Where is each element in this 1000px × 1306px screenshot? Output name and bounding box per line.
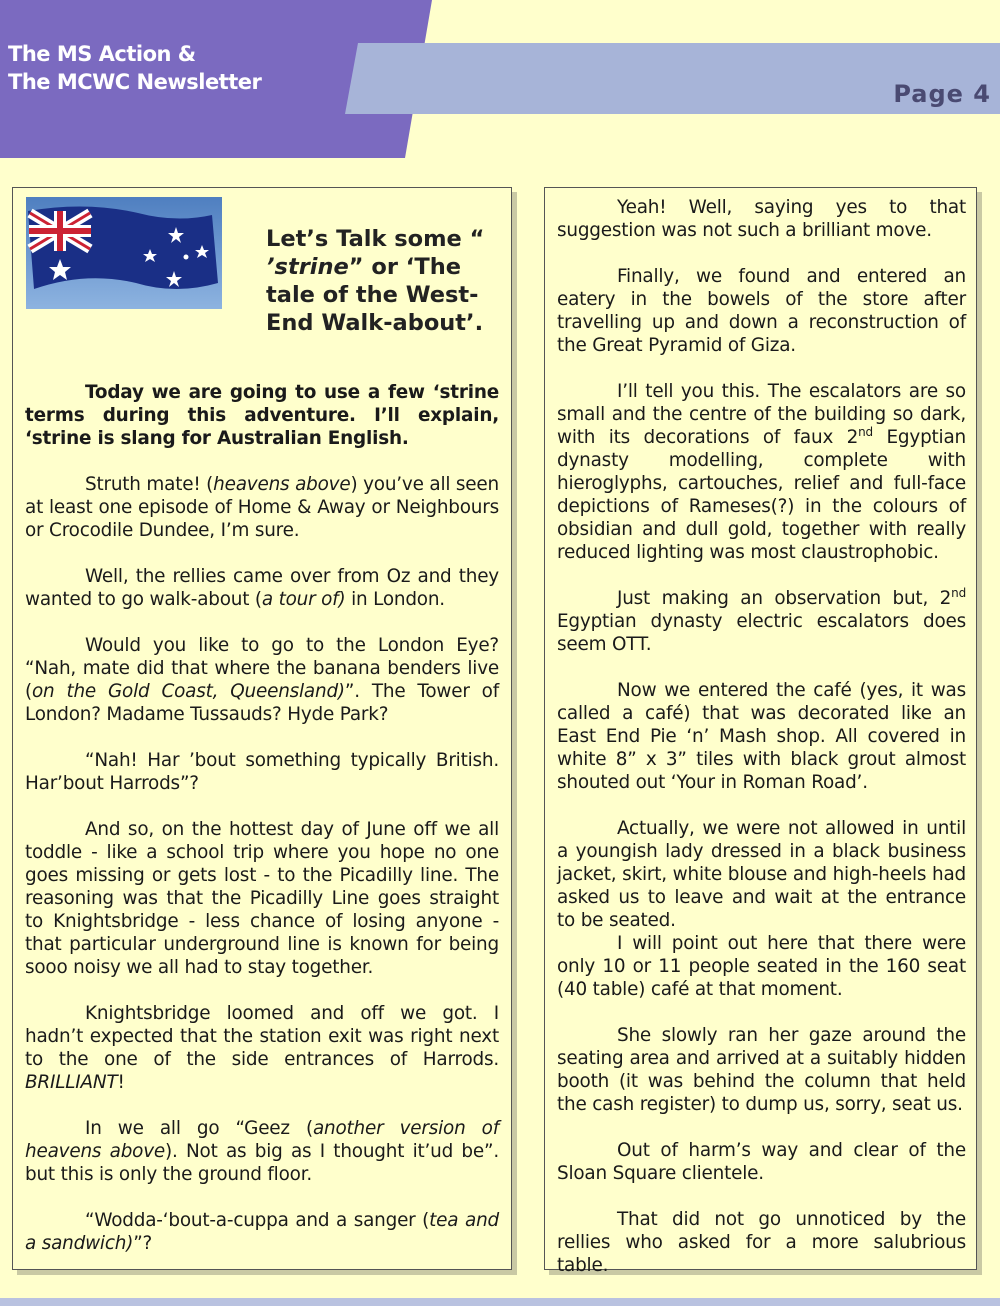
article-title-part1: Let’s Talk some “ [266, 226, 485, 252]
paragraph-harrods: “Nah! Har ’bout something typically British. Har’bout Harrods”? [25, 750, 499, 794]
right-column-shadow [977, 192, 982, 1275]
right-column-text [557, 196, 966, 1277]
p9-text-a: “Wodda-‘bout-a-cuppa and a sanger ( [85, 1210, 430, 1231]
footer-bar [0, 1298, 1000, 1306]
paragraph-knightsbridge [25, 1002, 499, 1094]
p7-text-b: BRILLIANT [25, 1072, 118, 1093]
paragraph-intro: Today we are going to use a few ‘strine terms during this adventure. I’ll explain, ‘strine is slang for Australian English. [25, 382, 499, 449]
paragraph-youngish-lady: Actually, we were not allowed in until a youngish lady dressed in a black business jacket, skirt, white blouse and high-heels had asked us to leave and wait at the entrance to be seated. [557, 818, 966, 931]
p8-text-a: In we all go “Geez ( [85, 1118, 313, 1139]
newsletter-title [8, 40, 261, 96]
p3-text-a: Well, the rellies came over from Oz and they wanted to go walk-about ( [25, 566, 499, 610]
newsletter-title-line2: The MCWC Newsletter [8, 70, 262, 94]
right-column [544, 187, 977, 1276]
left-column-shadow-bottom [17, 1270, 517, 1275]
paragraph-cafe: Now we entered the café (yes, it was called a café) that was decorated like an East End Pie ‘n’ Mash shop. All covered in white 8” x 3” tiles with black grout almost shouted out ‘Your in Roman Road’. [557, 680, 966, 793]
page-number: Page 4 [893, 80, 991, 108]
paragraph-harms-way: Out of harm’s way and clear of the Sloan Square clientele. [557, 1140, 966, 1184]
australian-flag-image [26, 197, 222, 309]
paragraph-struth [25, 473, 499, 542]
left-column [12, 187, 512, 1270]
paragraph-observation [557, 587, 966, 656]
p2-text-c: ) you’ve all seen at least one episode of Home & Away or Neighbours or Crocodile Dundee, I’m sure. [25, 474, 499, 541]
p7-text-a: Knightsbridge loomed and off we got. I hadn’t expected that the station exit was right next to the one of the side entrances of Harrods. [25, 1003, 499, 1070]
p4-text-a: Would you like to go to the London Eye? “Nah, mate did that where the banana benders live ( [25, 635, 499, 702]
article-title-part2: ’strine [266, 254, 349, 280]
r3-text-b: Egyptian dynasty modelling, complete with hieroglyphs, cartouches, relief and full-face depictions of Rameses(?) in the colours of obsidian and dull gold, together with really reduced lighting was most claustrophobic. [557, 427, 966, 563]
r4-superscript: nd [951, 586, 966, 600]
p7-text-c: ! [117, 1072, 125, 1093]
p2-text-a: Struth mate! ( [85, 474, 214, 495]
p8-text-c: ). Not as big as I thought it’ud be”. but this is only the ground floor. [25, 1141, 499, 1185]
paragraph-escalators [557, 380, 966, 564]
r4-text-a: Just making an observation but, 2 [617, 588, 952, 609]
paragraph-seated-count: I will point out here that there were only 10 or 11 people seated in the 160 seat (40 table) café at that moment. [557, 933, 966, 1000]
paragraph-hottest-day: And so, on the hottest day of June off we all toddle - like a school trip where you hope no one goes missing or gets lost - to the Picadilly line. The reasoning was that the Picadilly Line goes straight to Knightsbridge - less chance of losing anyone - that particular underground line is known for being sooo noisy we all had to stay together. [25, 819, 499, 978]
paragraph-gaze: She slowly ran her gaze around the seating area and arrived at a suitably hidden booth (it was behind the column that held the cash register) to dump us, sorry, seat us. [557, 1025, 966, 1115]
p9-text-c: ”? [133, 1233, 153, 1254]
p3-text-b: a tour of) [261, 589, 346, 610]
p4-text-b: on the Gold Coast, Queensland) [31, 681, 345, 702]
paragraph-eatery: Finally, we found and entered an eatery in the bowels of the store after travelling up and down a reconstruction of the Great Pyramid of Giza. [557, 266, 966, 356]
left-column-text [25, 381, 499, 1255]
p3-text-c: in London. [345, 589, 445, 610]
r3-text-a: I’ll tell you this. The escalators are so small and the centre of the building so dark, with its decorations of faux 2 [557, 381, 966, 448]
paragraph-yeah-well: Yeah! Well, saying yes to that suggestion was not such a brilliant move. [557, 197, 966, 241]
article-title-part3: ” or ‘The tale of the West-End Walk-about’. [266, 254, 484, 336]
paragraph-cuppa [25, 1209, 499, 1255]
left-column-shadow [512, 192, 517, 1275]
p2-text-b: heavens above [213, 474, 351, 495]
newsletter-title-line1: The MS Action & [8, 42, 196, 66]
paragraph-rellies [25, 565, 499, 611]
paragraph-salubrious: That did not go unnoticed by the rellies who asked for a more salubrious table. [557, 1209, 966, 1276]
flag-icon [26, 197, 222, 309]
p8-text-b: another version of heavens above [25, 1118, 499, 1162]
r3-superscript: nd [858, 425, 873, 439]
paragraph-geez [25, 1117, 499, 1186]
article-intro [26, 197, 496, 357]
p4-text-c: ”. The Tower of London? Madame Tussauds? Hyde Park? [25, 681, 500, 725]
r4-text-b: Egyptian dynasty electric escalators does seem OTT. [557, 611, 966, 655]
article-title [266, 225, 496, 337]
paragraph-london-eye [25, 634, 499, 726]
p9-text-b: tea and a sandwich) [25, 1210, 500, 1254]
